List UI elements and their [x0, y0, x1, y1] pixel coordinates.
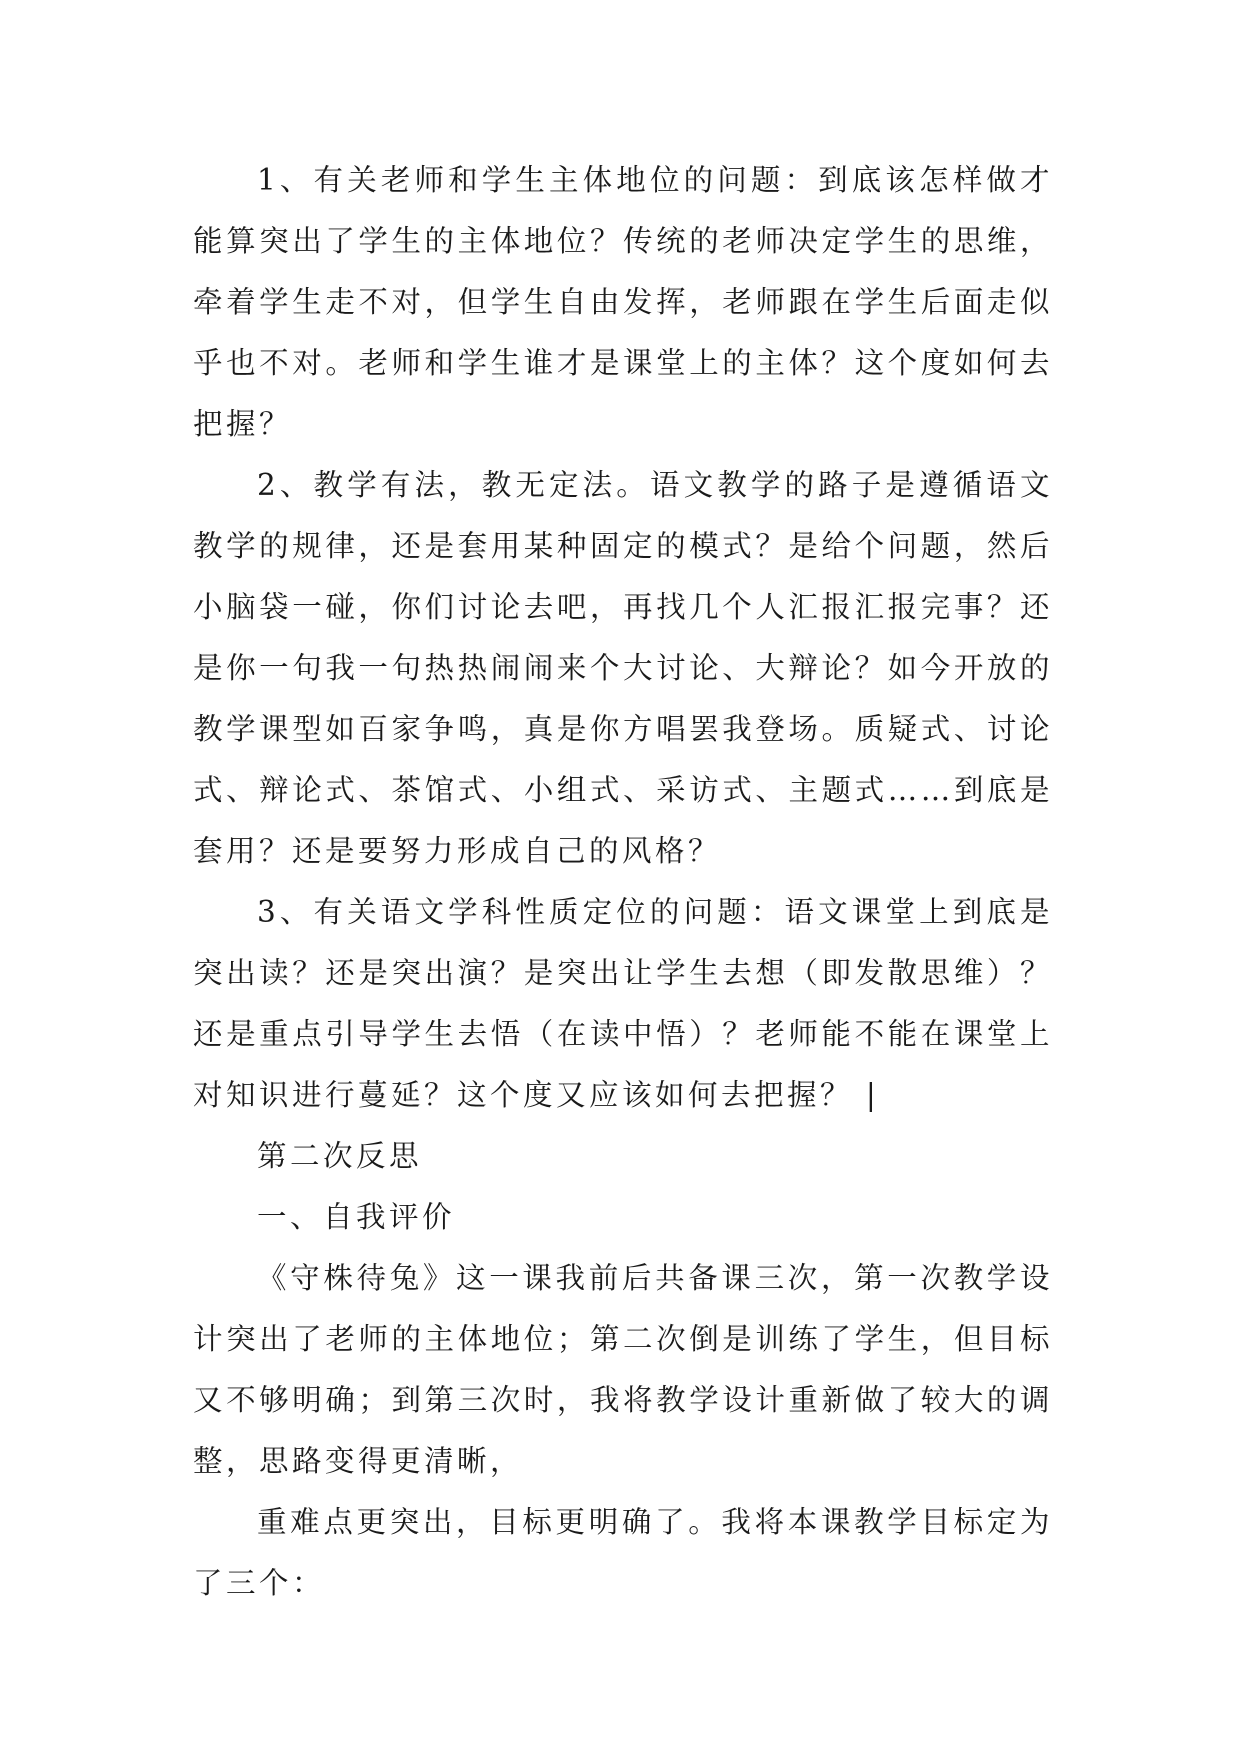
document-body [193, 150, 1053, 1614]
subheading-self-evaluation: 一、自我评价 [257, 1200, 456, 1234]
paragraph-subject-positioning: 3、有关语文学科性质定位的问题：语文课堂上到底是突出读？还是突出演？是突出让学生去想（即发散思维）？还是重点引导学生去悟（在读中悟）？老师能不能在课堂上对知识进行蔓延？这个度又应该如何去把握？ | [193, 895, 1053, 1112]
section-heading-second-reflection: 第二次反思 [257, 1139, 423, 1173]
paragraph-lesson-preparation: 《守株待兔》这一课我前后共备课三次，第一次教学设计突出了老师的主体地位；第二次倒是训练了学生，但目标又不够明确；到第三次时，我将教学设计重新做了较大的调整，思路变得更清晰， [193, 1261, 1053, 1478]
paragraph-teaching-goals: 重难点更突出，目标更明确了。我将本课教学目标定为了三个： [193, 1505, 1053, 1600]
paragraph-teacher-student-role: 1、有关老师和学生主体地位的问题：到底该怎样做才能算突出了学生的主体地位？传统的老师决定学生的思维，牵着学生走不对，但学生自由发挥，老师跟在学生后面走似乎也不对。老师和学生谁才是课堂上的主体？这个度如何去把握？ [193, 163, 1053, 441]
paragraph-teaching-methods: 2、教学有法，教无定法。语文教学的路子是遵循语文教学的规律，还是套用某种固定的模式？是给个问题，然后小脑袋一碰，你们讨论去吧，再找几个人汇报汇报完事？还是你一句我一句热热闹闹来个大讨论、大辩论？如今开放的教学课型如百家争鸣，真是你方唱罢我登场。质疑式、讨论式、辩论式、茶馆式、小组式、采访式、主题式……到底是套用？还是要努力形成自己的风格？ [193, 468, 1053, 868]
